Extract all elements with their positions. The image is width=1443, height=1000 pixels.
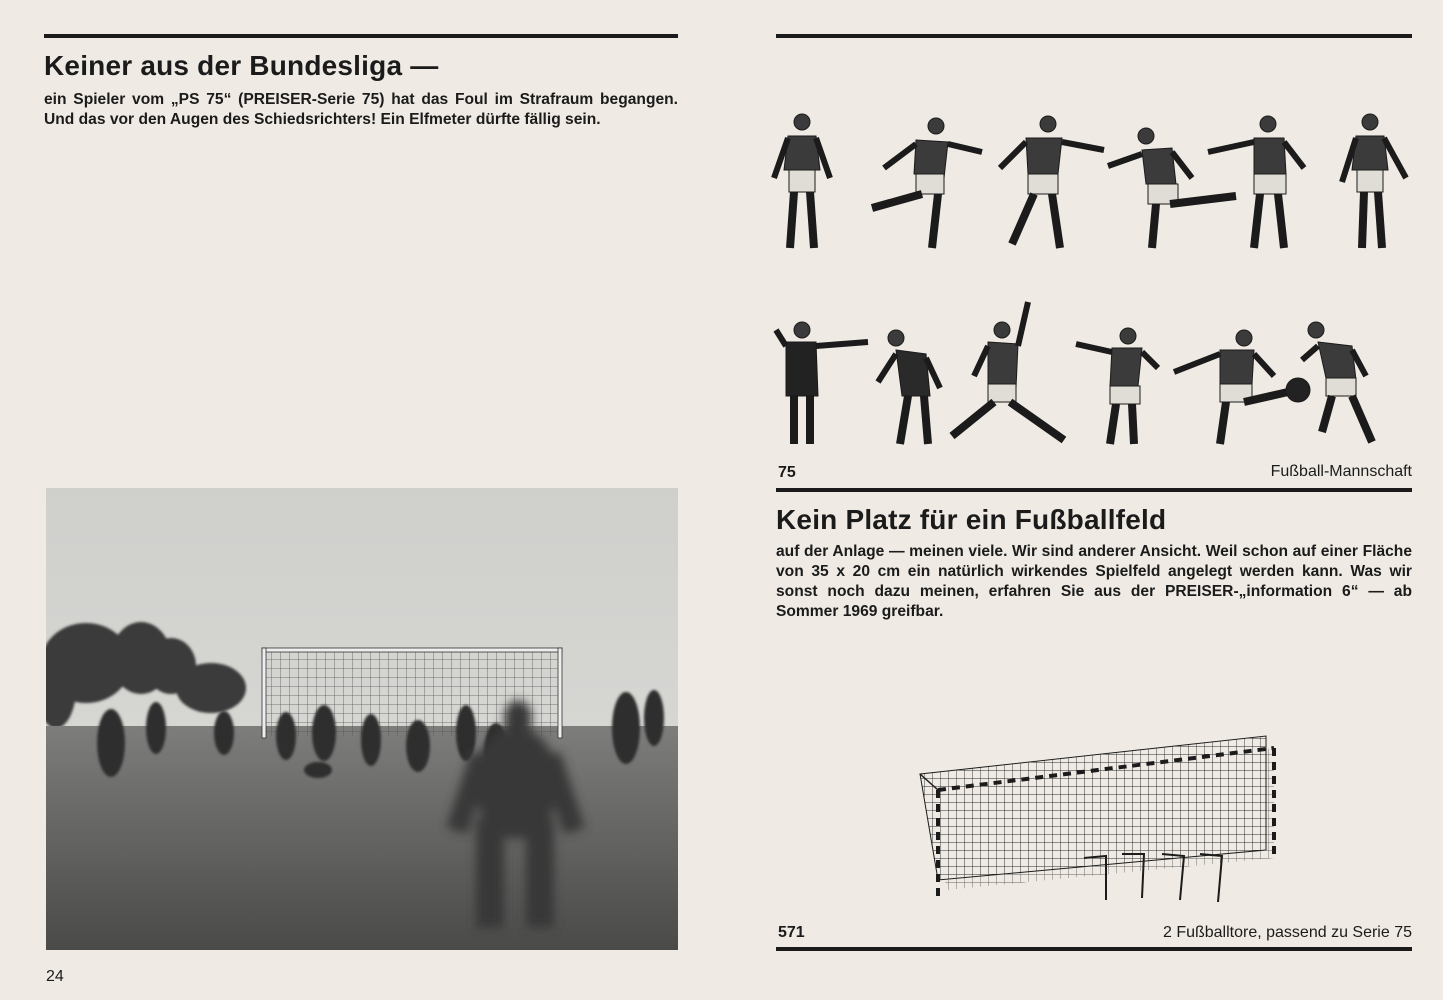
match-photo: [46, 488, 678, 950]
left-paragraph: ein Spieler vom „PS 75“ (PREISER-Serie 75) hat das Foul im Strafraum begangen. Und das vor den Augen des Schiedsrichters! Ein Elfmeter dürfte fällig sein.: [44, 91, 678, 128]
left-page-number: 24: [46, 968, 64, 985]
figure-top-number: 75: [778, 464, 796, 481]
left-heading: Keiner aus der Bundesliga —: [44, 50, 439, 81]
right-paragraph: auf der Anlage — meinen viele. Wir sind anderer Ansicht. Weil schon auf einer Fläche von 35 x 20 cm ein natürlich wirkendes Spielfeld angelegt werden kann. Was wir sonst noch dazu meinen, erfahren Sie aus der PREISER-„information 6“ — ab Sommer 1969 greifbar.: [776, 543, 1412, 620]
figure-bottom-number: 571: [778, 924, 805, 941]
figurines-row-2: [770, 296, 1420, 448]
right-top-rule: [776, 34, 1412, 38]
figure-bottom-caption: 2 Fußballtore, passend zu Serie 75: [1162, 924, 1412, 941]
goals-illustration: [916, 730, 1280, 910]
figurines-row-1: [770, 108, 1420, 258]
left-top-rule: [44, 34, 678, 38]
right-bottom-rule: [776, 947, 1412, 951]
right-middle-rule: [776, 488, 1412, 492]
right-heading: Kein Platz für ein Fußballfeld: [776, 504, 1167, 535]
figure-top-caption: Fußball-Mannschaft: [1270, 463, 1412, 480]
photo-ground: [46, 726, 678, 950]
